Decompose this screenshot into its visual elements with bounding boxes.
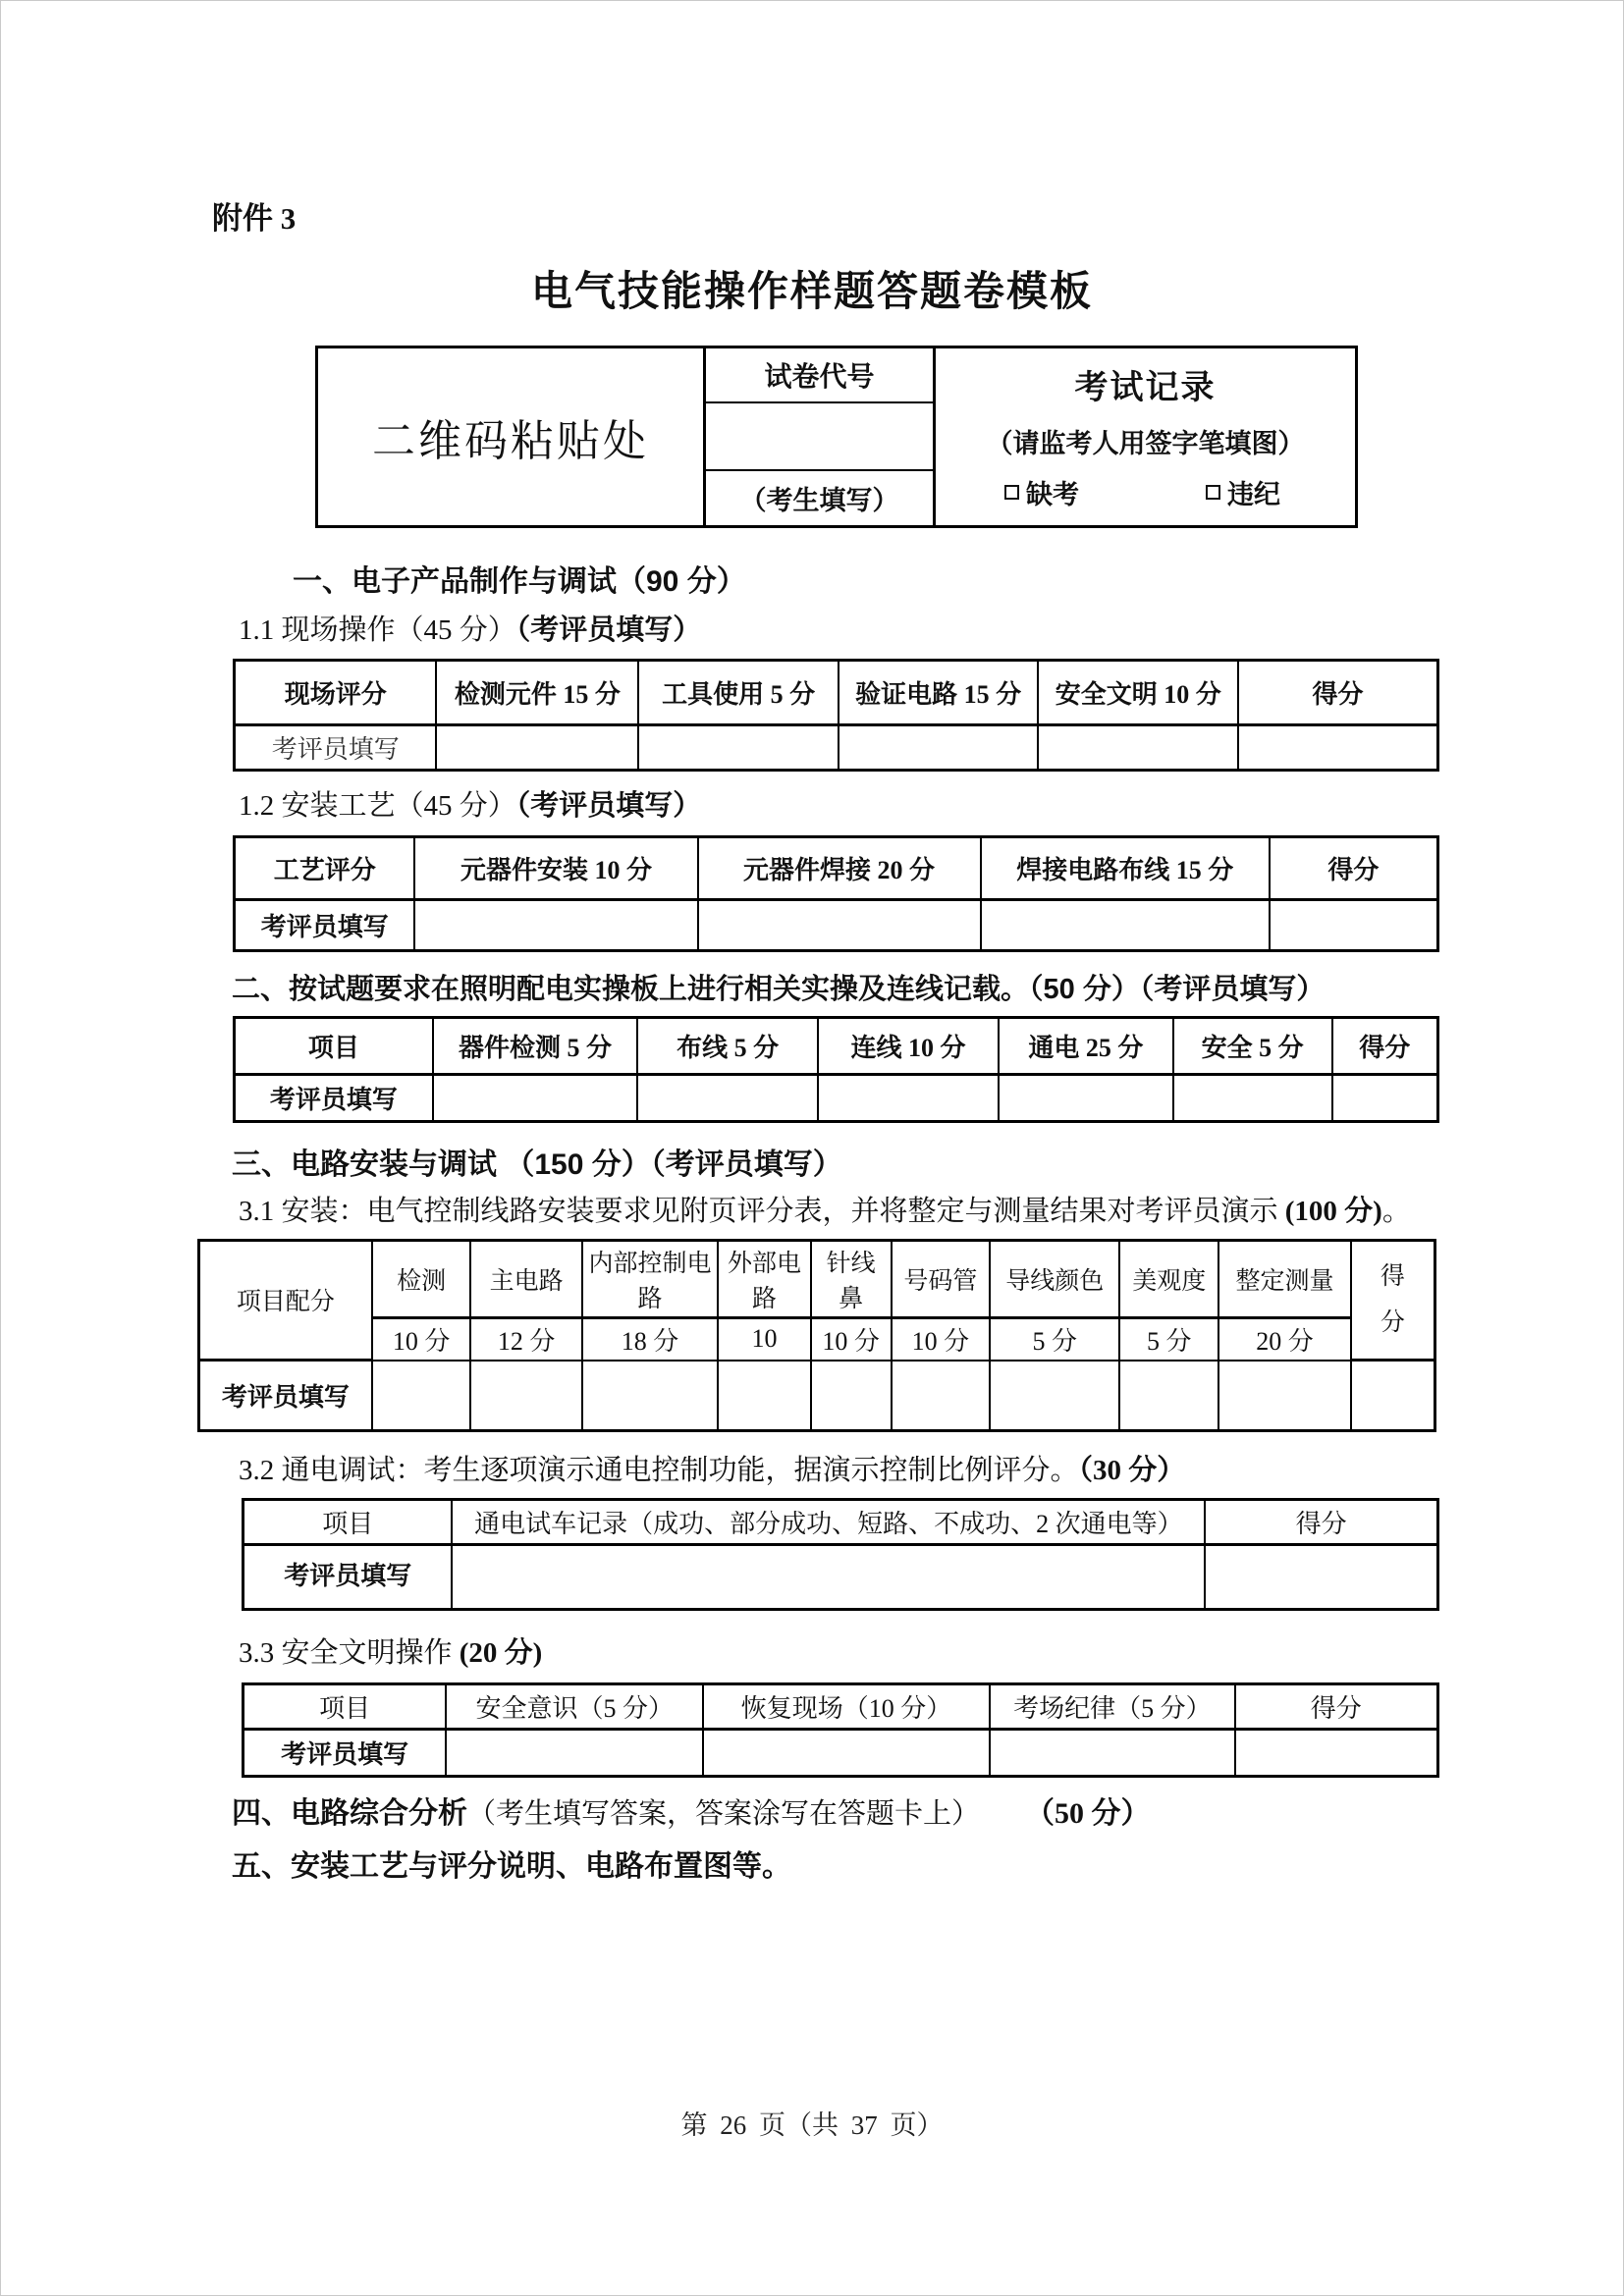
exam-record-cell: [936, 348, 1355, 525]
fill-in-cell[interactable]: [414, 900, 697, 951]
section-3-3-score: (20 分): [459, 1637, 543, 1670]
exam-header-box: [315, 346, 1358, 528]
column-header: 主电路: [470, 1240, 581, 1317]
section-3-1-text: 3.1 安装：电气控制线路安装要求见附页评分表，并将整定与测量结果对考评员演示: [239, 1195, 1285, 1227]
section-4-score: （50 分）: [1025, 1796, 1151, 1830]
violation-label: 违纪: [1227, 480, 1280, 509]
column-header: 元器件焊接 20 分: [698, 837, 981, 900]
absent-label: 缺考: [1026, 480, 1079, 509]
row-label: 考评员填写: [244, 1545, 453, 1610]
fill-in-cell[interactable]: [1238, 725, 1438, 771]
corner-header: 项目配分: [199, 1240, 372, 1361]
row-label: 考评员填写: [235, 900, 415, 951]
fill-in-cell[interactable]: [718, 1361, 810, 1431]
table-row: [235, 1075, 1438, 1122]
column-header: 焊接电路布线 15 分: [981, 837, 1270, 900]
section-1-2-heading: [239, 789, 1623, 824]
fill-in-cell[interactable]: [811, 1361, 892, 1431]
qr-paste-area: 二维码粘贴处: [318, 348, 706, 525]
table-row: [235, 900, 1438, 951]
paper-code-note: （考生填写）: [739, 486, 899, 515]
fill-in-cell[interactable]: [1351, 1361, 1435, 1431]
paper-code-input-box[interactable]: [706, 403, 933, 471]
column-header: 验证电路 15 分: [839, 661, 1039, 725]
fill-in-cell[interactable]: [981, 900, 1270, 951]
section-3-2-heading: [239, 1454, 1623, 1488]
section-5-heading: 五、安装工艺与评分说明、电路布置图等。: [232, 1850, 791, 1884]
fill-in-cell[interactable]: [446, 1729, 703, 1776]
page-title: 电气技能操作样题答题卷模板: [530, 270, 1093, 315]
column-header: 导线颜色: [990, 1240, 1119, 1317]
column-header: 项目: [235, 1018, 433, 1075]
column-header: 通电 25 分: [999, 1018, 1173, 1075]
column-header: 通电试车记录（成功、部分成功、短路、不成功、2 次通电等）: [452, 1500, 1205, 1545]
column-header: 得分: [1332, 1018, 1438, 1075]
score-column-header: 得分: [1351, 1240, 1435, 1361]
checkbox-icon[interactable]: [1004, 485, 1019, 500]
fill-in-cell[interactable]: [1270, 900, 1438, 951]
fill-in-cell[interactable]: [1235, 1729, 1438, 1776]
absent-checkbox-item[interactable]: [1004, 473, 1079, 511]
section-2-heading: 二、按试题要求在照明配电实操板上进行相关实操及连线记载。（50 分）（考评员填写）: [232, 974, 1326, 1006]
section-1-2-text: 1.2 安装工艺（45 分）: [239, 790, 516, 823]
table-circuit-installation: [197, 1239, 1436, 1433]
fill-in-cell[interactable]: [436, 725, 638, 771]
column-header: 检测: [372, 1240, 471, 1317]
table-lighting-distribution: [233, 1016, 1439, 1123]
column-header: 布线 5 分: [637, 1018, 818, 1075]
fill-in-cell[interactable]: [470, 1361, 581, 1431]
section-1-2-note: （考评员填写）: [515, 790, 702, 823]
points-cell: 12 分: [470, 1317, 581, 1361]
section-1-1-heading: [239, 614, 1623, 648]
column-header: 得分: [1270, 837, 1438, 900]
page-number: 第 26 页（共 37 页）: [680, 2110, 944, 2140]
fill-in-cell[interactable]: [990, 1361, 1119, 1431]
column-header: 得分: [1205, 1500, 1437, 1545]
section-4-title: 四、电路综合分析: [232, 1796, 467, 1830]
fill-in-cell[interactable]: [1173, 1075, 1332, 1122]
points-cell: 5 分: [990, 1317, 1119, 1361]
exam-record-title: 考试记录: [1074, 369, 1217, 406]
column-header: 内部控制电路: [582, 1240, 718, 1317]
points-cell: 10 分: [892, 1317, 991, 1361]
points-cell: 10 分: [372, 1317, 471, 1361]
column-header: 连线 10 分: [818, 1018, 999, 1075]
attachment-label: 附件 3: [212, 201, 297, 236]
exam-record-checkboxes: [953, 473, 1337, 515]
column-header: 项目: [244, 1683, 447, 1729]
fill-in-cell[interactable]: [999, 1075, 1173, 1122]
fill-in-cell[interactable]: [1218, 1361, 1351, 1431]
points-cell: 5 分: [1119, 1317, 1218, 1361]
column-header: 安全 5 分: [1173, 1018, 1332, 1075]
column-header: 考场纪律（5 分）: [990, 1683, 1234, 1729]
section-3-2-score: （30 分）: [1078, 1455, 1186, 1487]
column-header: 美观度: [1119, 1240, 1218, 1317]
section-3-1-period: 。: [1381, 1195, 1411, 1227]
row-label: 考评员填写: [244, 1729, 447, 1776]
table-row: [244, 1545, 1438, 1610]
violation-checkbox-item[interactable]: [1206, 473, 1280, 511]
exam-record-note: （请监考人用签字笔填图）: [986, 428, 1305, 458]
table-safe-civilized-operation: [242, 1682, 1439, 1778]
fill-in-cell[interactable]: [638, 725, 839, 771]
column-header: 器件检测 5 分: [433, 1018, 637, 1075]
paper-code-label: 试卷代号: [706, 348, 933, 403]
section-3-3-text: 3.3 安全文明操作: [239, 1637, 460, 1670]
points-cell: 10 分: [811, 1317, 892, 1361]
points-row: [199, 1317, 1435, 1361]
fill-in-cell[interactable]: [698, 900, 981, 951]
column-header: 工具使用 5 分: [638, 661, 839, 725]
column-header: 针线鼻: [811, 1240, 892, 1317]
section-4-note: （考生填写答案，答案涂写在答题卡上）: [467, 1797, 981, 1830]
table-installation-craft: [233, 835, 1439, 952]
column-header: 安全意识（5 分）: [446, 1683, 703, 1729]
fill-in-cell[interactable]: [582, 1361, 718, 1431]
table-power-on-debugging: [242, 1498, 1439, 1611]
checkbox-icon[interactable]: [1206, 485, 1220, 500]
column-header: 得分: [1238, 661, 1438, 725]
column-header: 元器件安装 10 分: [414, 837, 697, 900]
column-header: 外部电路: [718, 1240, 810, 1317]
table-row: [235, 725, 1438, 771]
fill-in-cell[interactable]: [637, 1075, 818, 1122]
column-header: 项目: [244, 1500, 453, 1545]
fill-in-cell[interactable]: [1205, 1545, 1437, 1610]
table-row: [244, 1729, 1438, 1776]
section-1-1-note: （考评员填写）: [515, 614, 702, 646]
table-onsite-operation: [233, 659, 1439, 772]
column-header: 得分: [1235, 1683, 1438, 1729]
fill-in-cell[interactable]: [892, 1361, 991, 1431]
fill-in-cell[interactable]: [1038, 725, 1238, 771]
table-row: [199, 1361, 1435, 1431]
points-cell: 18 分: [582, 1317, 718, 1361]
points-cell: 20 分: [1218, 1317, 1351, 1361]
section-3-2-text: 3.2 通电调试：考生逐项演示通电控制功能，据演示控制比例评分。: [239, 1455, 1079, 1487]
section-4-heading: [232, 1797, 1623, 1832]
column-header: 现场评分: [235, 661, 437, 725]
points-cell: 10: [718, 1317, 810, 1361]
fill-in-cell[interactable]: [372, 1361, 471, 1431]
fill-in-cell[interactable]: [818, 1075, 999, 1122]
fill-in-cell[interactable]: [990, 1729, 1234, 1776]
column-header: 号码管: [892, 1240, 991, 1317]
fill-in-cell[interactable]: [839, 725, 1039, 771]
column-header: 工艺评分: [235, 837, 415, 900]
column-header: 检测元件 15 分: [436, 661, 638, 725]
section-3-heading: 三、电路安装与调试 （150 分）（考评员填写）: [232, 1148, 842, 1182]
section-3-1-heading: [239, 1195, 1623, 1229]
fill-in-cell[interactable]: [433, 1075, 637, 1122]
paper-code-cell: [706, 348, 936, 525]
row-label: 考评员填写: [235, 725, 437, 771]
column-header: 恢复现场（10 分）: [703, 1683, 990, 1729]
row-label: 考评员填写: [235, 1075, 433, 1122]
fill-in-cell[interactable]: [452, 1545, 1205, 1610]
column-header: 整定测量: [1218, 1240, 1351, 1317]
section-3-3-heading: [239, 1636, 1623, 1671]
section-1-1-text: 1.1 现场操作（45 分）: [239, 614, 516, 646]
fill-in-cell[interactable]: [1332, 1075, 1438, 1122]
column-header: 安全文明 10 分: [1038, 661, 1238, 725]
section-3-1-score: (100 分): [1284, 1195, 1382, 1227]
fill-in-cell[interactable]: [1119, 1361, 1218, 1431]
row-label: 考评员填写: [199, 1361, 372, 1431]
section-1-heading: 一、电子产品制作与调试（90 分）: [293, 565, 746, 598]
fill-in-cell[interactable]: [703, 1729, 990, 1776]
